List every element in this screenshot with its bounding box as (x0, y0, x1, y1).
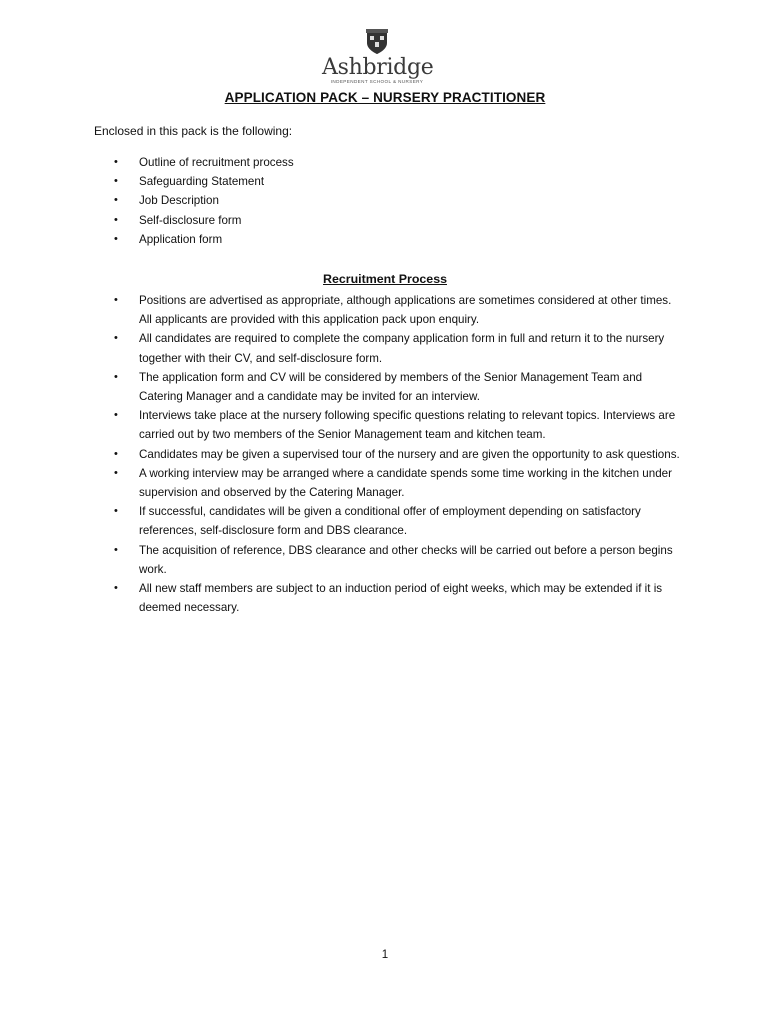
recruitment-step-text: Positions are advertised as appropriate, although applications are sometimes considered at other times. All applicants are provided with this application pack upon enquiry. (139, 294, 672, 327)
recruitment-step (113, 579, 681, 617)
intro-text: Enclosed in this pack is the following: (94, 124, 293, 138)
contents-list-item (113, 211, 681, 230)
bullet-icon: • (114, 232, 118, 245)
bullet-icon: • (114, 370, 118, 383)
recruitment-step-text: The application form and CV will be considered by members of the Senior Management Team and Catering Manager and a candidate may be invited for an interview. (139, 370, 643, 404)
contents-item-text: Application form (139, 232, 223, 246)
recruitment-step-text: Interviews take place at the nursery following specific questions relating to relevant topics. Interviews are carried out by two members of the Senior Management team and kitchen team. (139, 409, 676, 442)
school-crest-icon (364, 28, 390, 56)
recruitment-step (113, 291, 681, 329)
recruitment-process-heading: Recruitment Process (323, 272, 447, 286)
contents-list-item (113, 230, 681, 249)
bullet-icon: • (114, 175, 118, 188)
document-title: APPLICATION PACK – NURSERY PRACTITIONER (224, 90, 546, 105)
logo-tagline: INDEPENDENT SCHOOL & NURSERY (330, 79, 424, 84)
recruitment-step-text: If successful, candidates will be given a conditional offer of employment depending on satisfactory references, self-disclosure form and DBS clearance. (139, 505, 641, 538)
recruitment-step-text: All new staff members are subject to an induction period of eight weeks, which may be extended if it is deemed necessary. (139, 582, 663, 615)
recruitment-step (113, 502, 681, 540)
recruitment-step (113, 445, 681, 464)
recruitment-step (113, 406, 681, 444)
contents-item-text: Job Description (139, 194, 219, 208)
contents-item-text: Outline of recruitment process (139, 156, 294, 169)
recruitment-step-text: Candidates may be given a supervised tour of the nursery and are given the opportunity to ask questions. (139, 447, 680, 461)
bullet-icon: • (114, 332, 118, 345)
ashbridge-logo (322, 28, 432, 92)
contents-item-text: Self-disclosure form (139, 213, 242, 227)
bullet-icon: • (114, 447, 118, 460)
bullet-icon: • (114, 294, 118, 306)
page-number: 1 (381, 949, 389, 961)
bullet-icon: • (114, 543, 118, 556)
recruitment-step (113, 541, 681, 579)
recruitment-step (113, 464, 681, 502)
recruitment-step-text: All candidates are required to complete the company application form in full and return it to the nursery together with their CV, and self-disclosure form. (139, 332, 665, 365)
bullet-icon: • (114, 505, 118, 518)
contents-list-item (113, 153, 681, 172)
recruitment-step (113, 329, 681, 367)
bullet-icon: • (114, 466, 118, 479)
recruitment-step-text: The acquisition of reference, DBS clearance and other checks will be carried out before a person begins work. (139, 543, 673, 576)
recruitment-step (113, 368, 681, 406)
bullet-icon: • (114, 194, 118, 207)
contents-list-item (113, 191, 681, 210)
bullet-icon: • (114, 409, 118, 422)
bullet-icon: • (114, 213, 118, 226)
logo-name: Ashbridge (322, 55, 434, 80)
recruitment-step-text: A working interview may be arranged where a candidate spends some time working in the kitchen under supervision and observed by the Catering Manager. (139, 466, 672, 500)
contents-list-item (113, 172, 681, 191)
recruitment-process-list (113, 291, 681, 617)
bullet-icon: • (114, 156, 118, 168)
contents-item-text: Safeguarding Statement (139, 175, 265, 189)
bullet-icon: • (114, 582, 118, 595)
contents-list (113, 153, 681, 249)
